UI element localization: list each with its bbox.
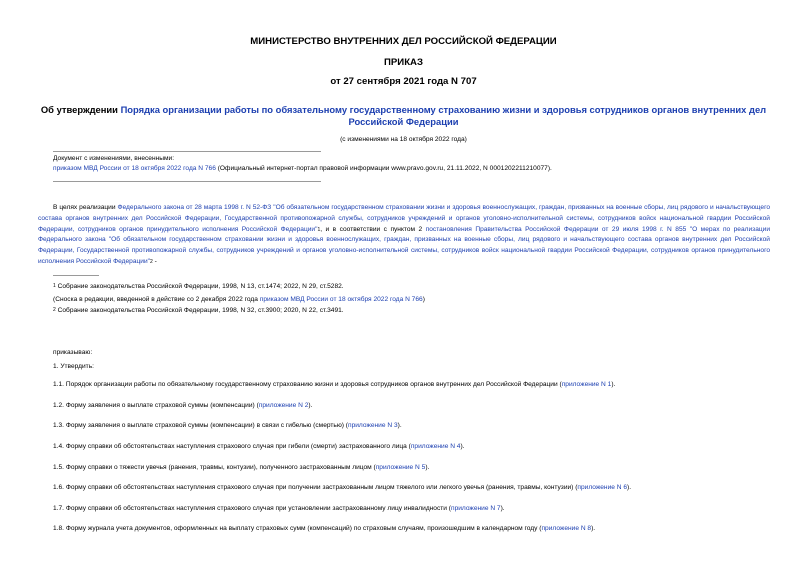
title-prefix: Об утверждении [40, 104, 118, 115]
changes-block [53, 154, 777, 174]
item-1-5: 1.5. Форму справки о тяжести увечья (ранения, травмы, контузии), полученного застрахованным лицом (приложение N 5). [53, 464, 430, 471]
divider-top [53, 151, 321, 152]
title-link[interactable]: Порядка организации работы по обязательному государственному страхованию жизни и здоровья сотрудников органов внутренних дел Российской Федерации [120, 104, 767, 127]
footnote-2-mark: 2 [53, 307, 56, 313]
footnote-1-text: Собрание законодательства Российской Федерации, 1998, N 13, ст.1474; 2022, N 29, ст.5282. [57, 283, 344, 290]
doc-date-number: от 27 сентября 2021 года N 707 [330, 76, 477, 87]
preamble-mid: и в соответствии с пунктом 2 [325, 225, 423, 233]
preamble-paragraph: В целях реализации Федерального закона от 28 марта 1998 г. N 52-ФЗ "Об обязательном государственном страховании жизни и здоровья военнослужащих, граждан, призванных на военные сборы, лиц рядового и начальствующего состава органов внутренних дел Российской Федерации, Государственной противопожарной службы, сотрудников учреждений и органов уголовно-исполнительной системы, сотрудников войск национальной гвардии Российской Федерации, сотрудников органов принудительного исполнения Российской Федерации"$^1$, и в соответствии с пунктом 2 постановления Правительства Российской Федерации от 29 июля 1998 г. N 855 "О мерах по реализации Федерального закона "Об обязательном государственном страховании жизни и здоровья военнослужащих, граждан, призванных на военные сборы, лиц рядового и начальствующего состава органов внутренних дел Российской Федерации, Государственной противопожарной службы, сотрудников учреждений и органов уголовно-исполнительной системы, сотрудников войск национальной гвардии Российской Федерации, сотрудников органов принудительного исполнения Российской Федерации"$^2$ - [38, 204, 771, 265]
footnote-2-text: Собрание законодательства Российской Федерации, 1998, N 32, ст.3900; 2020, N 22, ст.3491. [57, 307, 344, 314]
preamble-end: - [154, 257, 157, 265]
changes-line [53, 164, 777, 174]
footnote-ref-1[interactable]: 1 [317, 226, 321, 233]
ministry-heading: МИНИСТЕРСТВО ВНУТРЕННИХ ДЕЛ РОССИЙСКОЙ ФЕДЕРАЦИИ [250, 36, 557, 47]
preamble-intro: В целях реализации [53, 204, 116, 211]
doc-title [30, 104, 777, 128]
item-1-1: 1.1. Порядок организации работы по обязательному государственному страхованию жизни и здоровья сотрудников органов внутренних дел Российской Федерации (приложение N 1). [53, 381, 616, 388]
item-1: 1. Утвердить: [53, 363, 94, 370]
doc-type-heading: ПРИКАЗ [384, 57, 423, 68]
appendix-link-4[interactable]: приложение N 4 [410, 443, 461, 450]
edition-note: (с изменениями на 18 октября 2022 года) [340, 136, 467, 143]
footnote-ref-2[interactable]: 2 [150, 258, 153, 265]
changes-link[interactable]: приказом МВД России от 18 октября 2022 года N 766 [53, 165, 216, 172]
item-1-2: 1.2. Форму заявления о выплате страховой суммы (компенсации) (приложение N 2). [53, 402, 313, 409]
footnote-1-mark: 1 [53, 283, 56, 289]
government-decree-link[interactable]: постановления Правительства Российской Федерации от 29 июля 1998 г. N 855 "О мерах по реализации Федерального закона "Об обязательном государственном страховании жизни и здоровья военнослужащих, граждан, призванных на военные сборы, лиц рядового и начальствующего состава органов внутренних дел Российской Федерации, Государственной противопожарной службы, сотрудников учреждений и органов уголовно-исполнительной системы, сотрудников войск национальной гвардии Российской Федерации, сотрудников органов принудительного исполнения Российской Федерации" [38, 225, 771, 265]
footnote-1-note [53, 296, 425, 303]
appendix-link-2[interactable]: приложение N 2 [258, 402, 309, 409]
divider-bottom [53, 181, 321, 182]
changes-label: Документ с изменениями, внесенными: [53, 155, 175, 162]
footnote-1-note-prefix: (Сноска в редакции, введенной в действие со 2 декабря 2022 года [53, 296, 258, 303]
footnote-1-note-link[interactable]: приказом МВД России от 18 октября 2022 года N 766 [259, 296, 423, 303]
footnote-1 [53, 283, 344, 290]
item-1-7: 1.7. Форму справки об обстоятельствах наступления страхового случая при установлении застрахованному лицу инвалидности (приложение N 7). [53, 505, 505, 512]
appendix-link-6[interactable]: приложение N 6 [577, 484, 628, 491]
federal-law-link[interactable]: Федерального закона от 28 марта 1998 г. N 52-ФЗ "Об обязательном государственном страховании жизни и здоровья военнослужащих, граждан, призванных на военные сборы, лиц рядового и начальствующего состава органов внутренних дел Российской Федерации, Государственной противопожарной службы, сотрудников учреждений и органов уголовно-исполнительной системы, сотрудников войск национальной гвардии Российской Федерации, сотрудников органов принудительного исполнения Российской Федерации" [38, 204, 770, 233]
appendix-link-3[interactable]: приложение N 3 [348, 422, 398, 429]
item-1-4: 1.4. Форму справки об обстоятельствах наступления страхового случая при гибели (смерти) застрахованного лица (приложение N 4). [53, 443, 465, 450]
changes-source: (Официальный интернет-портал правовой информации www.pravo.gov.ru, 21.11.2022, N 0001202211210077). [217, 165, 552, 172]
appendix-link-8[interactable]: приложение N 8 [541, 525, 592, 532]
item-1-6: 1.6. Форму справки об обстоятельствах наступления страхового случая при получении застрахованным лицом тяжелого или легкого увечья (ранения, травмы, контузии) (приложение N 6). [53, 484, 632, 491]
item-1-3: 1.3. Форму заявления о выплате страховой суммы (компенсации) в связи с гибелью (смертью) (приложение N 3). [53, 422, 402, 429]
footnote-divider [53, 275, 99, 276]
appendix-link-7[interactable]: приложение N 7 [451, 505, 501, 512]
appendix-link-1[interactable]: приложение N 1 [561, 381, 612, 388]
footnote-1-note-suffix: ) [422, 296, 425, 303]
item-1-8: 1.8. Форму журнала учета документов, оформленных на выплату страховых сумм (компенсаций) по страховым случаям, произошедшим в календарном году (приложение N 8). [53, 525, 596, 532]
appendix-link-5[interactable]: приложение N 5 [375, 464, 426, 471]
order-word: приказываю: [53, 349, 93, 356]
footnote-2 [53, 307, 344, 314]
